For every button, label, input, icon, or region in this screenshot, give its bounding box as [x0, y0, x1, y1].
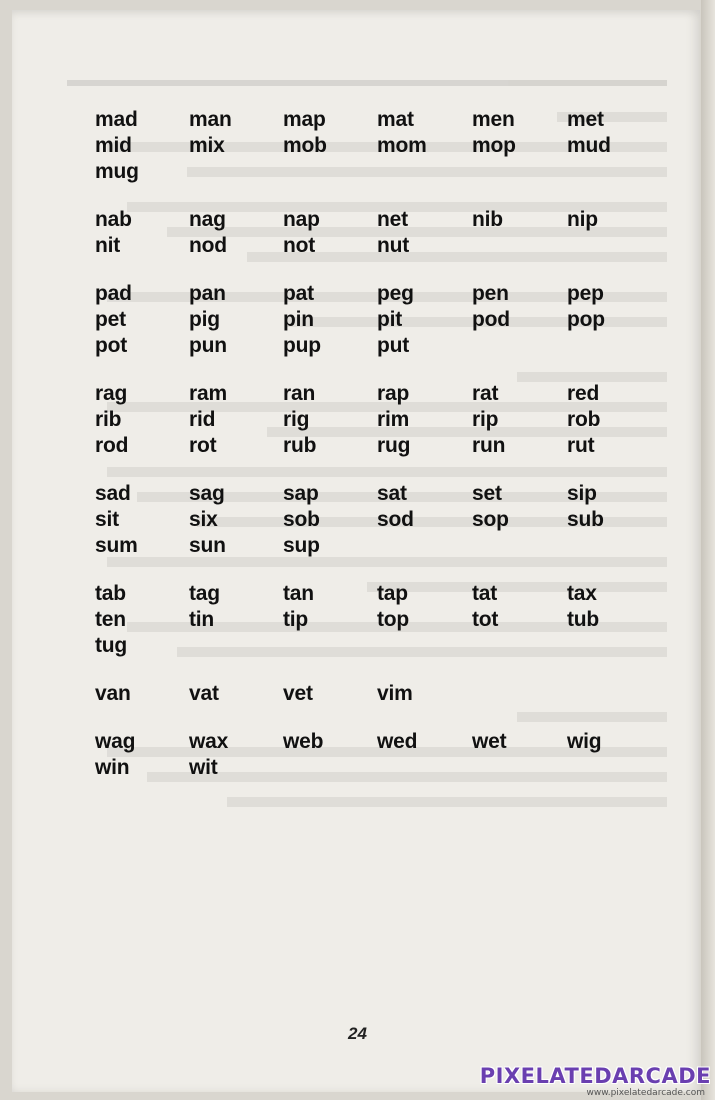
- word-item: rip: [472, 408, 499, 431]
- word-item: nip: [567, 208, 598, 231]
- booklet-spine: [701, 0, 715, 1100]
- word-item: rim: [377, 408, 410, 431]
- word-item: wag: [95, 730, 136, 753]
- word-item: tab: [95, 582, 126, 605]
- word-group: [95, 730, 655, 780]
- word-item: rug: [377, 434, 411, 457]
- word-item: rid: [189, 408, 216, 431]
- word-list: [95, 108, 655, 780]
- word-item: sip: [567, 482, 597, 505]
- word-item: tat: [472, 582, 498, 605]
- word-item: wed: [377, 730, 418, 753]
- word-item: rod: [95, 434, 129, 457]
- word-item: top: [377, 608, 410, 631]
- word-item: ran: [283, 382, 316, 405]
- word-item: pot: [95, 334, 128, 357]
- word-group: [95, 282, 655, 358]
- word-item: tan: [283, 582, 314, 605]
- word-item: run: [472, 434, 506, 457]
- word-grid: [95, 582, 655, 658]
- word-item: ram: [189, 382, 227, 405]
- word-item: mom: [377, 134, 427, 157]
- word-item: tap: [377, 582, 408, 605]
- watermark-logo: PIXELATEDARCADE: [479, 1064, 711, 1088]
- word-item: nag: [189, 208, 226, 231]
- word-item: pen: [472, 282, 509, 305]
- word-item: mop: [472, 134, 516, 157]
- word-item: mid: [95, 134, 132, 157]
- word-item: put: [377, 334, 410, 357]
- word-group: [95, 108, 655, 184]
- word-item: sum: [95, 534, 138, 557]
- word-item: web: [283, 730, 324, 753]
- word-item: peg: [377, 282, 414, 305]
- word-item: met: [567, 108, 604, 131]
- word-item: map: [283, 108, 326, 131]
- word-item: pod: [472, 308, 510, 331]
- word-grid: [95, 382, 655, 458]
- word-grid: [95, 482, 655, 558]
- word-group: [95, 582, 655, 658]
- word-item: rut: [567, 434, 595, 457]
- word-item: mud: [567, 134, 611, 157]
- word-item: tag: [189, 582, 220, 605]
- word-item: rub: [283, 434, 317, 457]
- word-item: pet: [95, 308, 126, 331]
- word-group: [95, 382, 655, 458]
- word-item: nap: [283, 208, 320, 231]
- word-item: van: [95, 682, 131, 705]
- word-item: nod: [189, 234, 227, 257]
- word-item: not: [283, 234, 316, 257]
- word-item: nib: [472, 208, 503, 231]
- word-item: nit: [95, 234, 121, 257]
- word-item: rat: [472, 382, 499, 405]
- word-group: [95, 682, 655, 706]
- word-grid: [95, 730, 655, 780]
- word-item: tub: [567, 608, 600, 631]
- word-item: wig: [567, 730, 602, 753]
- word-item: sod: [377, 508, 414, 531]
- word-item: pin: [283, 308, 314, 331]
- word-grid: [95, 682, 655, 706]
- word-item: tin: [189, 608, 215, 631]
- word-item: sup: [283, 534, 320, 557]
- word-item: pit: [377, 308, 403, 331]
- word-group: [95, 482, 655, 558]
- word-item: vet: [283, 682, 313, 705]
- word-item: ten: [95, 608, 126, 631]
- word-item: wax: [189, 730, 229, 753]
- word-item: sat: [377, 482, 407, 505]
- word-item: mug: [95, 160, 139, 183]
- word-item: vat: [189, 682, 219, 705]
- word-item: pan: [189, 282, 226, 305]
- word-item: sad: [95, 482, 131, 505]
- word-item: sub: [567, 508, 604, 531]
- word-item: tax: [567, 582, 597, 605]
- word-item: red: [567, 382, 600, 405]
- word-item: rap: [377, 382, 410, 405]
- word-item: pad: [95, 282, 132, 305]
- word-grid: [95, 282, 655, 358]
- watermark-url: www.pixelatedarcade.com: [586, 1088, 705, 1098]
- word-item: sop: [472, 508, 509, 531]
- word-item: pat: [283, 282, 314, 305]
- word-item: mad: [95, 108, 138, 131]
- word-item: sun: [189, 534, 226, 557]
- word-item: vim: [377, 682, 413, 705]
- word-item: sit: [95, 508, 119, 531]
- word-group: [95, 208, 655, 258]
- page-number: 24: [348, 1024, 367, 1043]
- word-item: men: [472, 108, 515, 131]
- word-item: nut: [377, 234, 410, 257]
- word-item: rot: [189, 434, 217, 457]
- word-item: pup: [283, 334, 321, 357]
- word-item: rig: [283, 408, 310, 431]
- word-item: tip: [283, 608, 309, 631]
- word-item: pop: [567, 308, 605, 331]
- word-item: six: [189, 508, 218, 531]
- word-item: tot: [472, 608, 499, 631]
- word-item: sap: [283, 482, 319, 505]
- word-item: sag: [189, 482, 225, 505]
- word-item: rag: [95, 382, 128, 405]
- word-item: mat: [377, 108, 414, 131]
- word-item: mob: [283, 134, 327, 157]
- word-grid: [95, 208, 655, 258]
- word-item: set: [472, 482, 502, 505]
- word-item: pun: [189, 334, 227, 357]
- word-item: rob: [567, 408, 601, 431]
- word-item: win: [95, 756, 130, 779]
- word-item: mix: [189, 134, 225, 157]
- word-item: rib: [95, 408, 122, 431]
- word-item: pep: [567, 282, 604, 305]
- word-item: nab: [95, 208, 132, 231]
- word-item: man: [189, 108, 232, 131]
- word-grid: [95, 108, 655, 184]
- word-item: tug: [95, 634, 128, 657]
- word-item: sob: [283, 508, 320, 531]
- word-item: net: [377, 208, 408, 231]
- word-item: wit: [189, 756, 218, 779]
- word-item: pig: [189, 308, 220, 331]
- word-item: wet: [472, 730, 507, 753]
